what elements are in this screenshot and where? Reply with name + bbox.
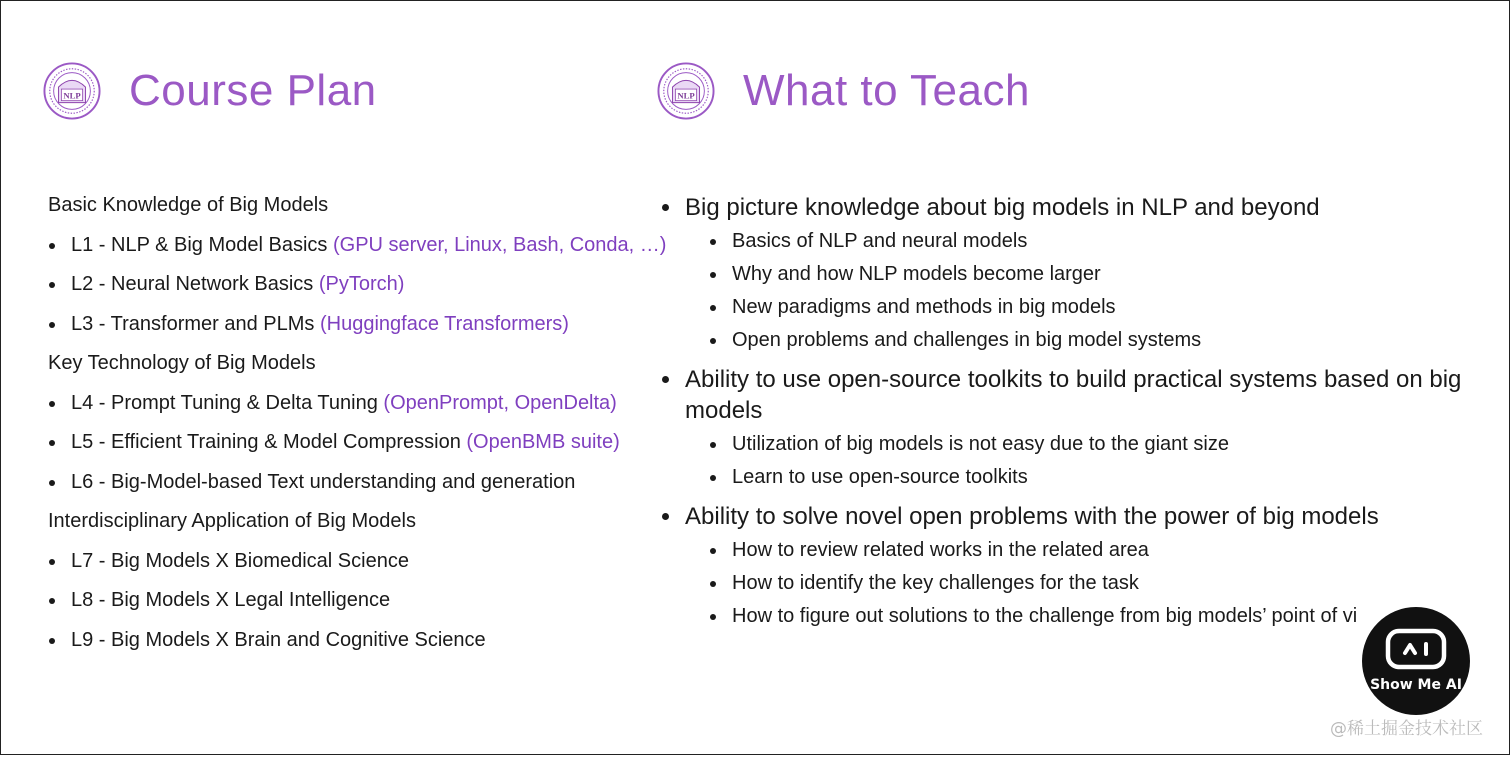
course-plan-slide <box>0 0 667 757</box>
teach-list <box>660 192 1480 640</box>
lesson-text: L4 - Prompt Tuning & Delta Tuning <box>71 391 384 414</box>
nlp-logo-icon <box>43 62 101 120</box>
lesson-item <box>48 429 648 469</box>
lesson-item <box>48 587 648 627</box>
teach-point-text: Ability to solve novel open problems with the power of big models <box>660 501 1480 532</box>
lesson-text: L1 - NLP & Big Model Basics <box>71 233 333 256</box>
teach-subpoint: How to figure out solutions to the challenge from big models’ point of vi <box>660 600 1480 633</box>
lesson-item <box>48 271 648 311</box>
lesson-text: L2 - Neural Network Basics <box>71 273 319 295</box>
lesson-tools: (OpenPrompt, OpenDelta) <box>383 391 617 414</box>
lesson-text: L3 - Transformer and PLMs <box>71 312 320 335</box>
lesson-tools: (GPU server, Linux, Bash, Conda, …) <box>332 233 667 256</box>
section-heading: Key Technology of Big Models <box>48 352 316 374</box>
lesson-tools: (Huggingface Transformers) <box>319 312 569 335</box>
lesson-item <box>48 469 648 509</box>
teach-subpoint: Open problems and challenges in big model systems <box>660 324 1480 357</box>
teach-subpoint: Why and how NLP models become larger <box>660 258 1480 291</box>
lesson-tools: (PyTorch) <box>318 273 405 295</box>
teach-point <box>660 501 1480 633</box>
lesson-item <box>48 548 648 588</box>
lesson-item <box>48 627 648 667</box>
teach-subpoint: How to identify the key challenges for the task <box>660 567 1480 600</box>
slide-title: What to Teach <box>743 66 1030 115</box>
teach-subpoint: New paradigms and methods in big models <box>660 291 1480 324</box>
teach-point-text: Big picture knowledge about big models in NLP and beyond <box>660 192 1480 223</box>
show-me-ai-badge[interactable] <box>1362 607 1470 715</box>
teach-subpoint: How to review related works in the related area <box>660 534 1480 567</box>
robot-icon <box>1362 607 1470 677</box>
teach-subpoint: Basics of NLP and neural models <box>660 225 1480 258</box>
lesson-item <box>48 232 667 272</box>
section-heading: Interdisciplinary Application of Big Models <box>48 510 416 532</box>
lesson-text: L6 - Big-Model-based Text understanding and generation <box>71 470 576 493</box>
course-plan-list <box>48 192 667 666</box>
lesson-item <box>48 390 648 430</box>
watermark: @稀土掘金技术社区 <box>1330 719 1483 739</box>
teach-point <box>660 192 1480 357</box>
svg-text:NLP: NLP <box>63 90 81 101</box>
lesson-tools: (OpenBMB suite) <box>466 431 620 453</box>
nlp-logo-icon <box>657 62 715 120</box>
lesson-text: L7 - Big Models X Biomedical Science <box>71 549 409 572</box>
badge-label: Show Me AI <box>1370 677 1462 693</box>
svg-text:NLP: NLP <box>677 90 695 101</box>
slide-title: Course Plan <box>129 66 377 115</box>
lesson-text: L9 - Big Models X Brain and Cognitive Science <box>71 628 486 651</box>
lesson-text: L5 - Efficient Training & Model Compression <box>71 431 467 453</box>
teach-point-text: Ability to use open-source toolkits to build practical systems based on big models <box>660 364 1480 426</box>
teach-subpoint: Utilization of big models is not easy due to the giant size <box>660 428 1480 461</box>
section-heading: Basic Knowledge of Big Models <box>48 194 329 216</box>
teach-subpoint: Learn to use open-source toolkits <box>660 461 1480 494</box>
lesson-item <box>48 311 648 351</box>
lesson-text: L8 - Big Models X Legal Intelligence <box>71 589 391 611</box>
teach-point <box>660 364 1480 494</box>
